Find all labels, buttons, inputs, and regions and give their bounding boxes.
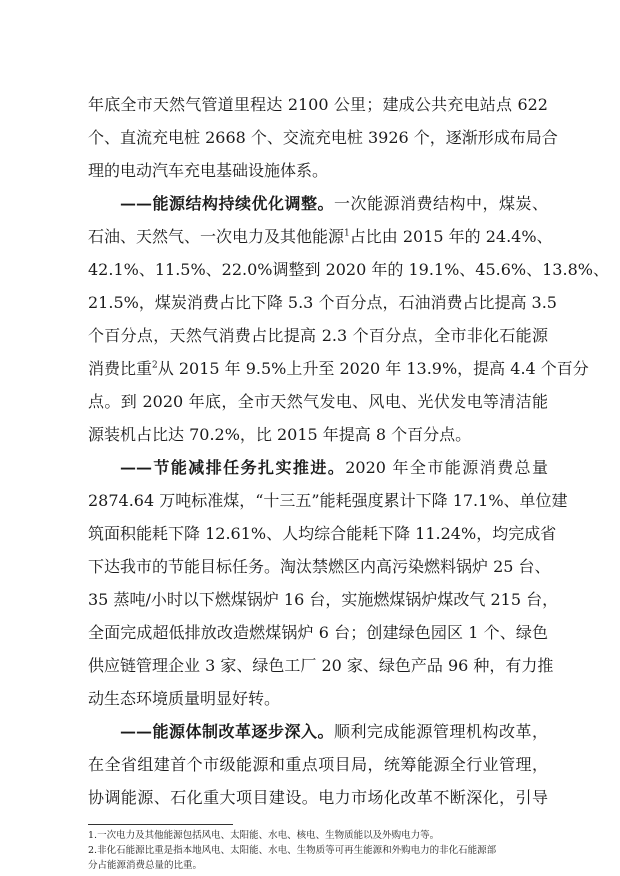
body-text: 一次能源消费结构中，煤炭、 <box>334 194 548 213</box>
footnote-1: 1.一次电力及其他能源包括风电、太阳能、水电、核电、生物质能以及外购电力等。 <box>88 830 440 841</box>
body-line: 2874.64 万吨标准煤，“十三五”能耗强度累计下降 17.1%、单位建 <box>88 491 568 510</box>
footnote-marker-2[interactable]: 2 <box>152 360 158 371</box>
body-text: 占比由 2015 年的 24.4%、 <box>349 227 553 246</box>
footnote-2: 2.非化石能源比重是指本地风电、太阳能、水电、生物质等可再生能源和外购电力的非化石能源部 <box>88 845 497 856</box>
paragraph-energy-saving-line <box>120 453 548 483</box>
section-heading-energy-saving: ——节能减排任务扎实推进。 <box>120 458 346 477</box>
body-line: 在全省组建首个市级能源和重点项目局，统筹能源全行业管理， <box>88 755 548 774</box>
body-line: 个、直流充电桩 2668 个、交流充电桩 3926 个，逐渐形成布局合 <box>88 128 558 147</box>
footnote-marker-1[interactable]: 1 <box>344 228 350 239</box>
body-line: 供应链管理企业 3 家、绿色工厂 20 家、绿色产品 96 种，有力推 <box>88 656 554 675</box>
body-line: 源装机占比达 70.2%，比 2015 年提高 8 个百分点。 <box>88 425 472 444</box>
body-line: 协调能源、石化重大项目建设。电力市场化改革不断深化，引导 <box>88 788 548 807</box>
body-line: 年底全市天然气管道里程达 2100 公里；建成公共充电站点 622 <box>88 95 548 114</box>
body-line: 理的电动汽车充电基础设施体系。 <box>88 161 329 180</box>
body-text: 顺利完成能源管理机构改革， <box>334 722 548 741</box>
body-text: 2020 年全市能源消费总量 <box>345 458 548 477</box>
body-line: 动生态环境质量明显好转。 <box>88 689 281 708</box>
body-line: 下达我市的节能目标任务。淘汰禁燃区内高污染燃料锅炉 25 台、 <box>88 557 551 576</box>
body-line: 35 蒸吨/小时以下燃煤锅炉 16 台，实施燃煤锅炉煤改气 215 台， <box>88 590 559 609</box>
body-line: 筑面积能耗下降 12.61%、人均综合能耗下降 11.24%，均完成省 <box>88 524 557 543</box>
body-text: 从 2015 年 9.5%上升至 2020 年 13.9%，提高 4.4 个百分 <box>157 359 589 378</box>
body-line: 全面完成超低排放改造燃煤锅炉 6 台；创建绿色园区 1 个、绿色 <box>88 623 548 642</box>
body-text: 石油、天然气、一次电力及其他能源 <box>88 227 345 246</box>
section-heading-energy-structure: ——能源结构持续优化调整。 <box>120 194 334 213</box>
body-line: 个百分点，天然气消费占比提高 2.3 个百分点，全市非化石能源 <box>88 326 548 345</box>
footnote-separator <box>88 824 233 825</box>
body-line: 42.1%、11.5%、22.0%调整到 2020 年的 19.1%、45.6%、13.8%、 <box>88 260 609 279</box>
body-line <box>88 354 589 384</box>
footnote-2-continued: 分占能源消费总量的比重。 <box>88 860 203 871</box>
body-line: 21.5%，煤炭消费占比下降 5.3 个百分点，石油消费占比提高 3.5 <box>88 293 557 312</box>
section-heading-energy-reform: ——能源体制改革逐步深入。 <box>120 722 334 741</box>
paragraph-reform-line <box>120 717 548 747</box>
paragraph-energy-structure-line <box>120 189 548 219</box>
body-line <box>88 222 553 252</box>
body-text: 消费比重 <box>88 359 153 378</box>
body-line: 点。到 2020 年底，全市天然气发电、风电、光伏发电等清洁能 <box>88 392 548 411</box>
